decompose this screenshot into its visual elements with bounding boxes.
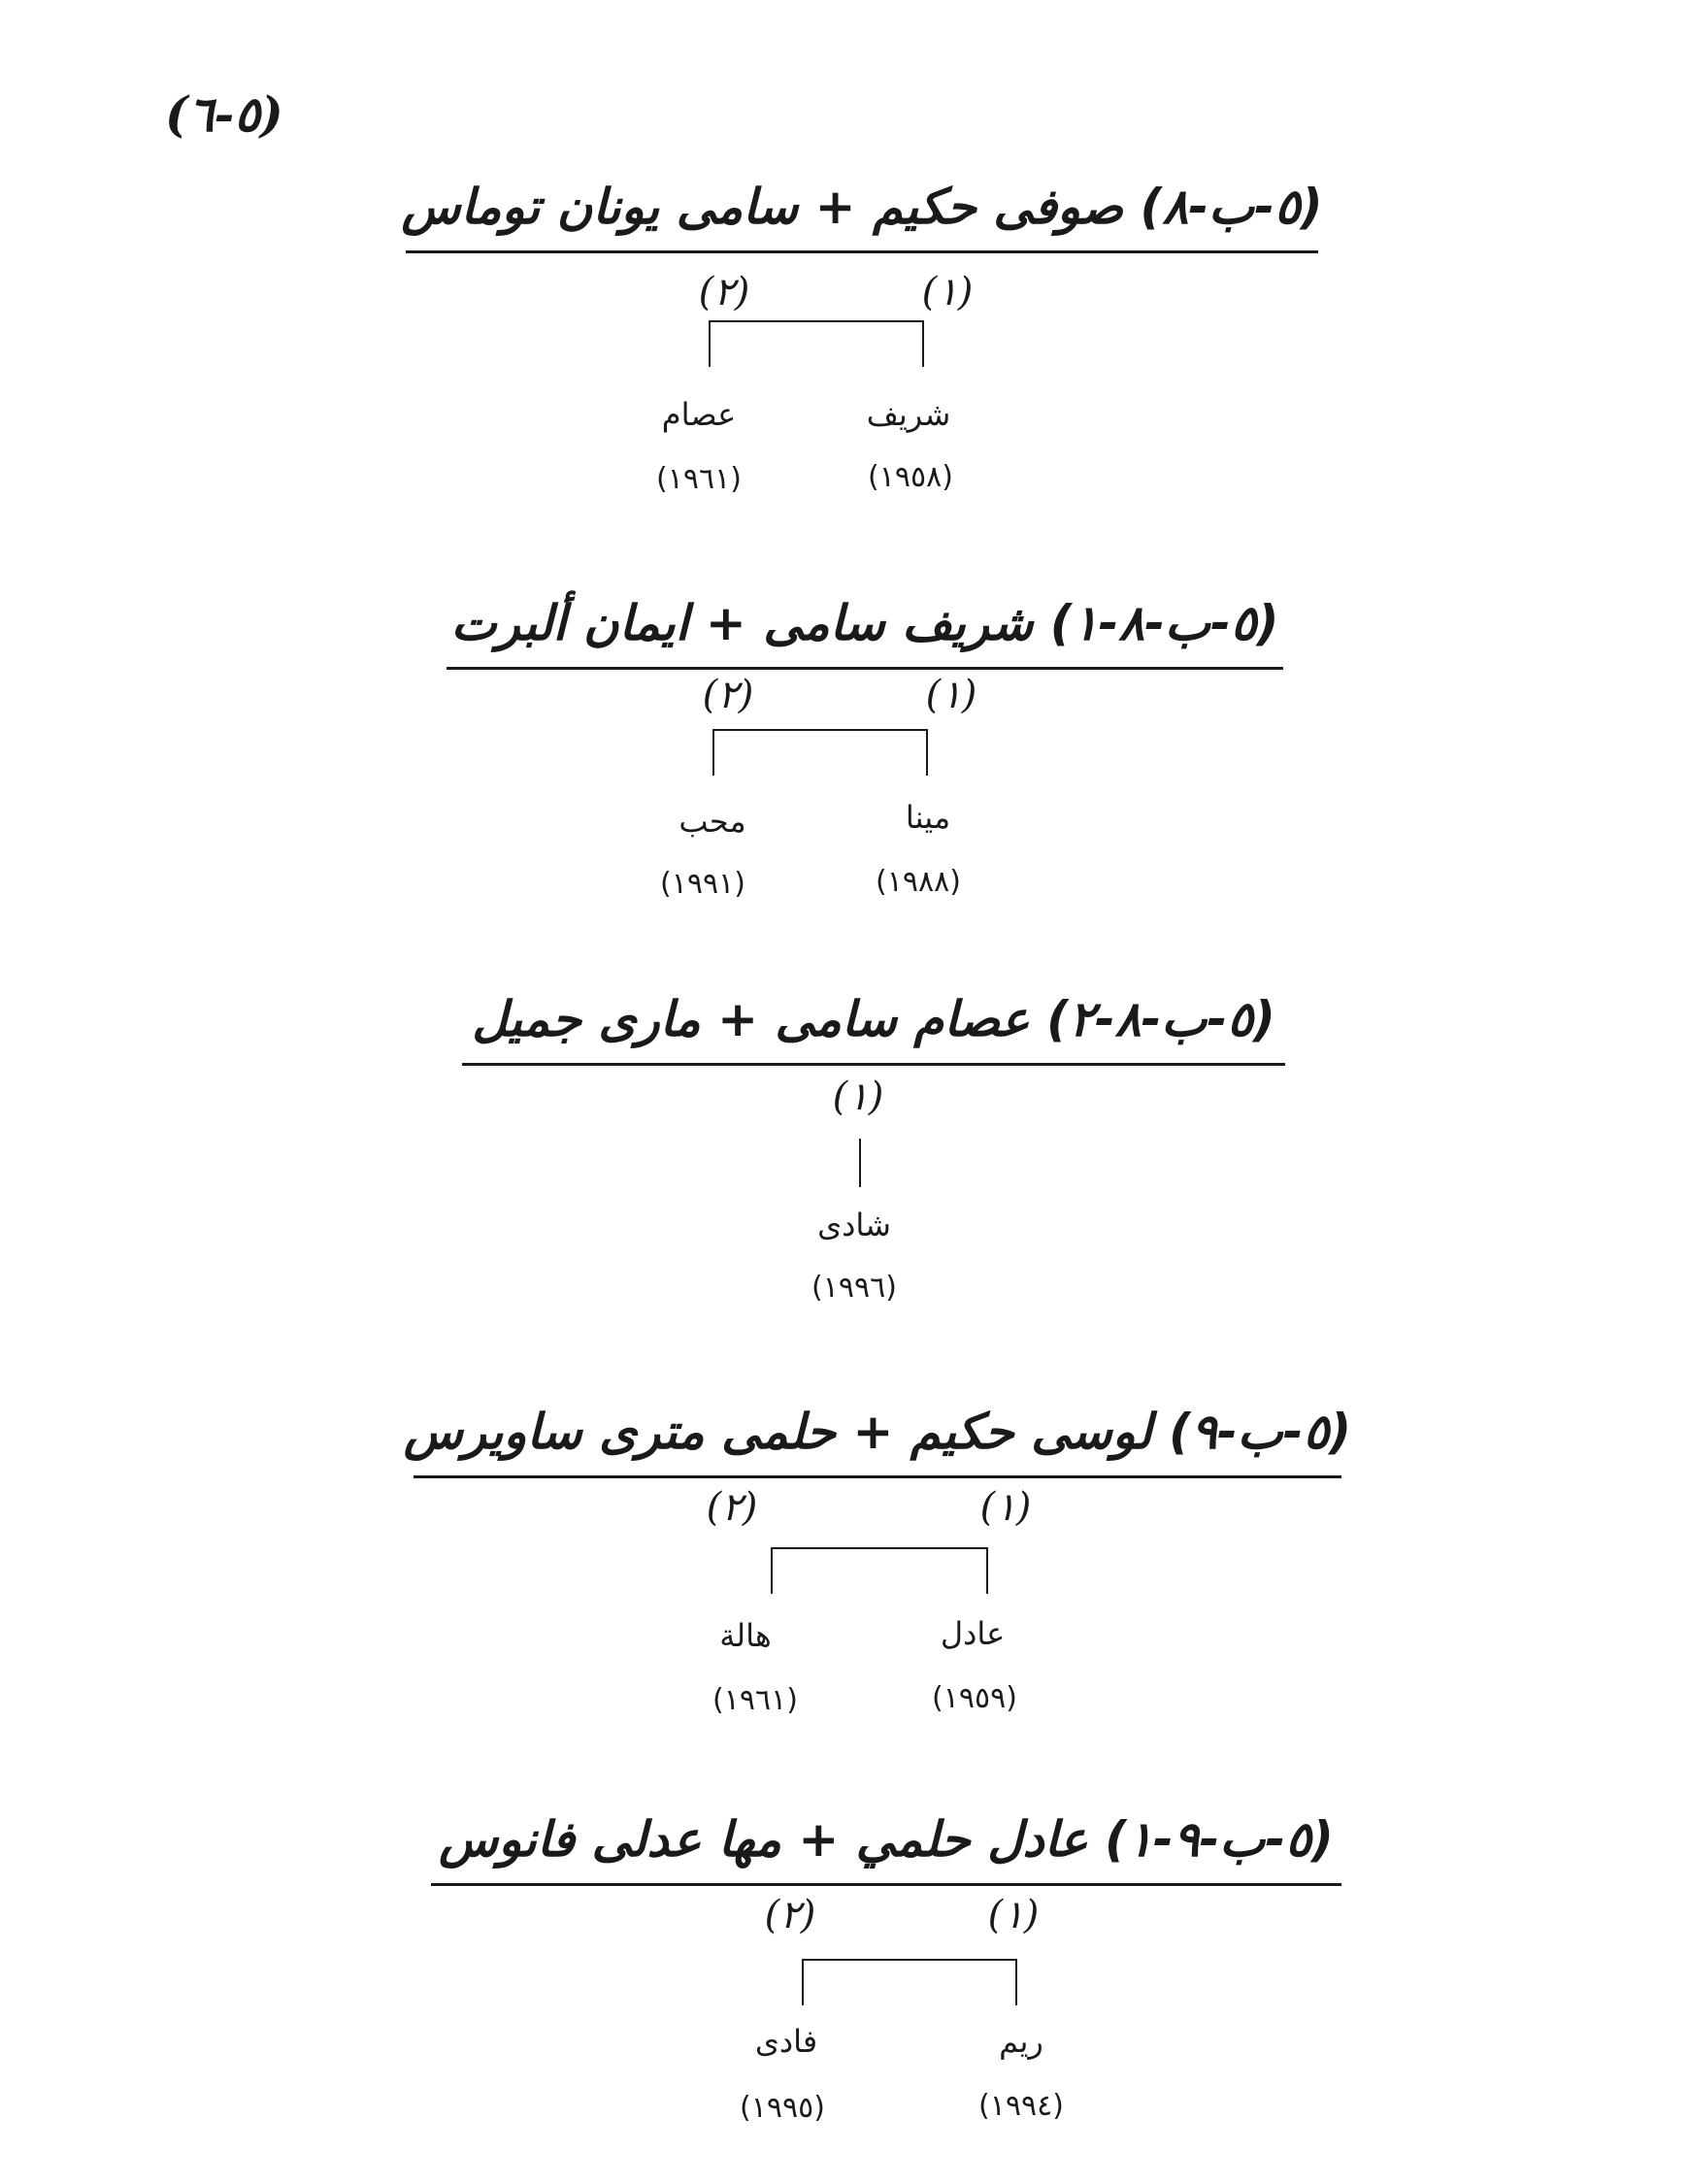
family-section [0, 1796, 1688, 2165]
page-code: (٥-٦) [165, 85, 283, 143]
family-title: (٥-ب-٩-١) عادل حلمي + مها عدلى فانوس [439, 1811, 1334, 1868]
birth-year: (١٩٦١) [656, 462, 742, 496]
child-order-number: (٢) [764, 1893, 816, 1937]
child-name: ريم [999, 2023, 1043, 2060]
child-order-number: (١) [979, 1485, 1032, 1530]
child-name: هالة [719, 1617, 772, 1654]
family-heading [403, 1388, 1352, 1478]
child-name: فادى [754, 2023, 818, 2060]
child-order-number: (٢) [706, 1485, 758, 1530]
child-order-number: (٢) [698, 270, 750, 314]
birth-year: (١٩٦١) [712, 1683, 798, 1717]
family-section [0, 163, 1688, 532]
sibling-bracket [712, 729, 928, 776]
child-connector-line [859, 1139, 861, 1187]
family-title: (٥-ب-٨) صوفى حكيم + سامى يونان توماس [401, 179, 1323, 235]
birth-year: (١٩٩٥) [740, 2091, 825, 2125]
birth-year: (١٩٩١) [660, 867, 745, 901]
family-section [0, 976, 1688, 1344]
child-name: شريف [866, 396, 951, 433]
birth-year: (١٩٩٦) [811, 1271, 897, 1305]
family-title: (٥-ب-٨-١) شريف سامى + ايمان ألبرت [450, 595, 1279, 651]
family-title: (٥-ب-٨-٢) عصام سامى + مارى جميل [472, 991, 1275, 1047]
child-name: شادى [817, 1207, 891, 1243]
birth-year: (١٩٥٩) [932, 1681, 1017, 1715]
family-heading [431, 1796, 1341, 1886]
family-heading [462, 976, 1285, 1066]
child-order-number: (١) [921, 270, 974, 314]
child-name: عصام [661, 396, 737, 433]
child-name: محب [679, 803, 746, 840]
child-order-number: (٢) [702, 673, 754, 717]
family-section [0, 1388, 1688, 1757]
sibling-bracket [709, 320, 924, 367]
child-order-number: (١) [925, 673, 977, 717]
birth-year: (١٩٩٤) [978, 2089, 1064, 2123]
child-name: عادل [940, 1615, 1006, 1652]
family-heading [447, 579, 1283, 670]
child-order-number: (١) [832, 1075, 884, 1119]
child-name: مينا [905, 799, 951, 836]
birth-year: (١٩٨٨) [876, 865, 961, 899]
family-heading [401, 163, 1323, 253]
sibling-bracket [802, 1959, 1017, 2005]
sibling-bracket [771, 1547, 988, 1594]
family-section [0, 579, 1688, 948]
family-title: (٥-ب-٩) لوسى حكيم + حلمى مترى ساويرس [403, 1404, 1352, 1460]
child-order-number: (١) [987, 1893, 1040, 1937]
birth-year: (١٩٥٨) [868, 460, 953, 494]
